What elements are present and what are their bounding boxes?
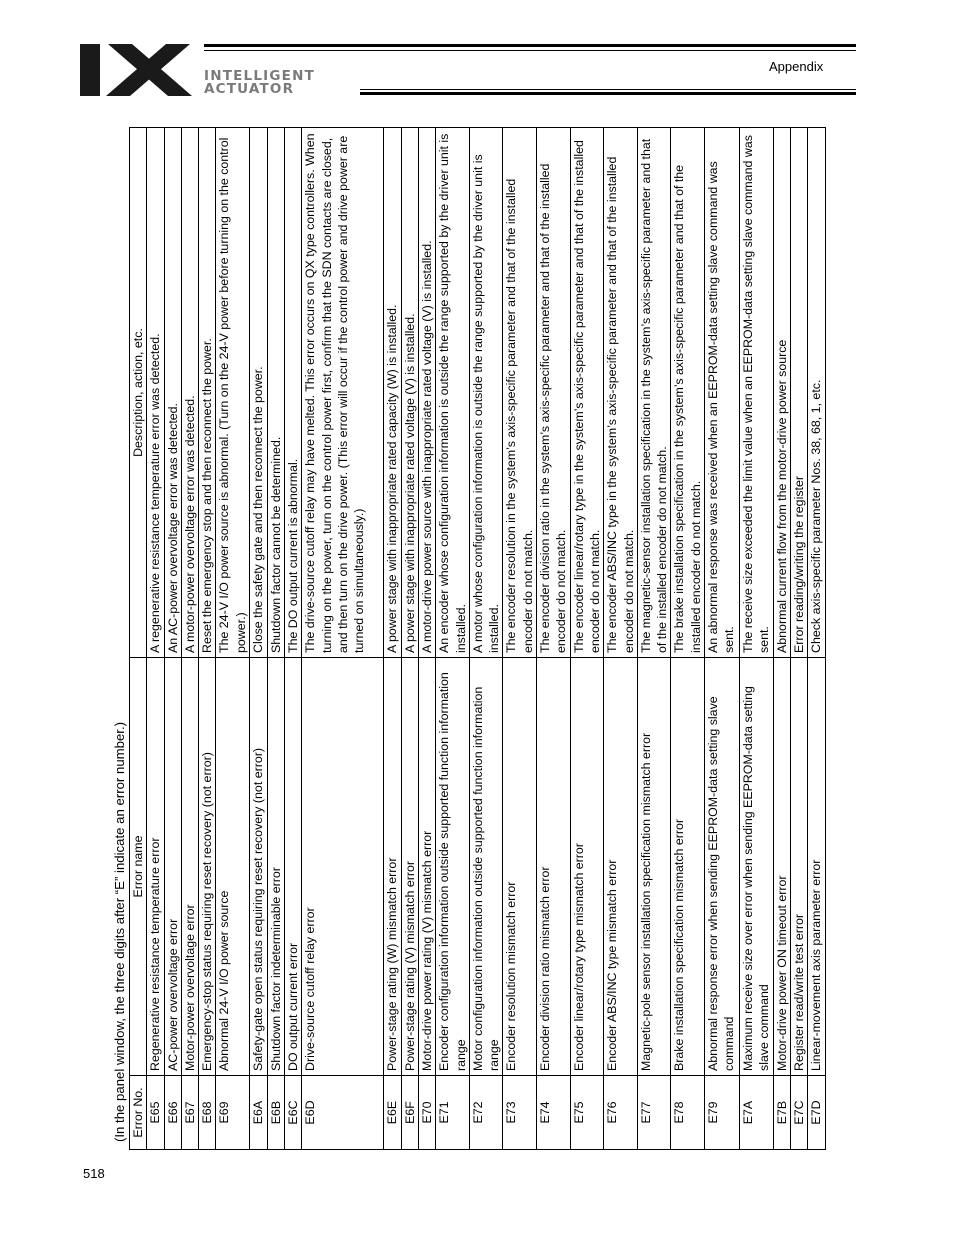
error-number-cell: E7B	[773, 1076, 790, 1150]
error-name-cell: DO output current error	[285, 658, 302, 1076]
header-rule-top-thick	[204, 44, 856, 47]
ix-logo-mark-icon	[80, 44, 192, 96]
description-cell: A regenerative resistance temperature error was detected.	[147, 128, 164, 658]
table-header-row	[130, 128, 147, 1150]
error-number-cell: E79	[705, 1076, 740, 1150]
table-row	[740, 128, 774, 1150]
error-name-cell: Power-stage rating (W) mismatch error	[384, 658, 401, 1076]
table-row	[401, 128, 418, 1150]
column-header-error-name: Error name	[130, 658, 147, 1076]
table-row	[537, 128, 571, 1150]
error-name-cell: Power-stage rating (V) mismatch error	[401, 658, 418, 1076]
page-number: 518	[83, 1166, 105, 1181]
error-name-cell: Drive-source cutoff relay error	[302, 658, 384, 1076]
error-name-cell: Abnormal response error when sending EEPROM-data setting slave command	[705, 658, 740, 1076]
error-number-cell: E75	[570, 1076, 604, 1150]
error-number-cell: E6D	[302, 1076, 384, 1150]
error-name-cell: Emergency-stop status requiring reset recovery (not error)	[199, 658, 216, 1076]
error-name-cell: Register read/write test error	[790, 658, 807, 1076]
error-name-cell: Encoder resolution mismatch error	[503, 658, 537, 1076]
table-row	[164, 128, 181, 1150]
description-cell: Abnormal current flow from the motor-drive power source	[773, 128, 790, 658]
table-row	[199, 128, 216, 1150]
error-name-cell: Encoder linear/rotary type mismatch error	[570, 658, 604, 1076]
error-number-cell: E7D	[808, 1076, 825, 1150]
description-cell: A motor-power overvoltage error was detected.	[181, 128, 198, 658]
table-row	[285, 128, 302, 1150]
table-row	[637, 128, 671, 1150]
error-number-cell: E74	[537, 1076, 571, 1150]
description-cell: An encoder whose configuration information is outside the range supported by the driver unit is installed.	[436, 128, 470, 658]
description-cell: Error reading/writing the register	[790, 128, 807, 658]
table-row	[250, 128, 267, 1150]
error-number-cell: E6B	[267, 1076, 284, 1150]
description-cell: Shutdown factor cannot be determined.	[267, 128, 284, 658]
table-row	[705, 128, 740, 1150]
description-cell: Check axis-specific parameter Nos. 38, 68, 1, etc.	[808, 128, 825, 658]
error-number-cell: E6E	[384, 1076, 401, 1150]
table-row	[181, 128, 198, 1150]
rotated-table-region	[110, 128, 824, 1150]
error-name-cell: Brake installation specification mismatch error	[671, 658, 705, 1076]
table-row	[302, 128, 384, 1150]
table-caption: (In the panel window, the three digits after “E” indicate an error number.)	[112, 721, 127, 1142]
description-cell: The 24-V I/O power source is abnormal. (Turn on the 24-V power before turning on the control power.)	[216, 128, 250, 658]
error-number-cell: E6F	[401, 1076, 418, 1150]
table-row	[469, 128, 503, 1150]
error-number-cell: E67	[181, 1076, 198, 1150]
error-name-cell: Encoder division ratio mismatch error	[537, 658, 571, 1076]
error-name-cell: Maximum receive size over error when sending EEPROM-data setting slave command	[740, 658, 774, 1076]
error-number-cell: E6A	[250, 1076, 267, 1150]
error-name-cell: Abnormal 24-V I/O power source	[216, 658, 250, 1076]
error-name-cell: Magnetic-pole sensor installation specification mismatch error	[637, 658, 671, 1076]
description-cell: The encoder linear/rotary type in the system’s axis-specific parameter and that of the installed encoder do not match.	[570, 128, 604, 658]
error-number-cell: E72	[469, 1076, 503, 1150]
table-row	[808, 128, 825, 1150]
column-header-description: Description, action, etc.	[130, 128, 147, 658]
error-number-cell: E7A	[740, 1076, 774, 1150]
table-row	[503, 128, 537, 1150]
error-name-cell: Encoder ABS/INC type mismatch error	[604, 658, 638, 1076]
header-rule-bottom-thick	[360, 92, 856, 95]
error-name-cell: Safety-gate open status requiring reset recovery (not error)	[250, 658, 267, 1076]
description-cell: A power stage with inappropriate rated voltage (V) is installed.	[401, 128, 418, 658]
error-number-cell: E77	[637, 1076, 671, 1150]
header-rule-top-thin	[204, 50, 856, 51]
column-header-error-no: Error No.	[130, 1076, 147, 1150]
error-number-cell: E78	[671, 1076, 705, 1150]
section-title: Appendix	[769, 59, 824, 74]
table-row	[267, 128, 284, 1150]
error-number-cell: E68	[199, 1076, 216, 1150]
error-number-cell: E65	[147, 1076, 164, 1150]
description-cell: The brake installation specification in the system’s axis-specific parameter and that of the installed encoder do not match.	[671, 128, 705, 658]
description-cell: A power stage with inappropriate rated capacity (W) is installed.	[384, 128, 401, 658]
error-number-cell: E66	[164, 1076, 181, 1150]
table-row	[384, 128, 401, 1150]
table-row	[147, 128, 164, 1150]
table-row	[216, 128, 250, 1150]
description-cell: The encoder ABS/INC type in the system’s axis-specific parameter and that of the installed encoder do not match.	[604, 128, 638, 658]
description-cell: The encoder resolution in the system’s axis-specific parameter and that of the installed encoder do not match.	[503, 128, 537, 658]
error-name-cell: Motor-drive power rating (V) mismatch error	[418, 658, 435, 1076]
description-cell: The receive size exceeded the limit value when an EEPROM-data setting slave command was sent.	[740, 128, 774, 658]
error-name-cell: Regenerative resistance temperature error	[147, 658, 164, 1076]
table-row	[671, 128, 705, 1150]
error-name-cell: Linear-movement axis parameter error	[808, 658, 825, 1076]
header-rule-bottom-thin	[360, 89, 856, 90]
logo-line-2: ACTUATOR	[204, 81, 295, 97]
error-number-cell: E71	[436, 1076, 470, 1150]
error-name-cell: Motor-drive power ON timeout error	[773, 658, 790, 1076]
error-table	[129, 127, 826, 1150]
error-number-cell: E76	[604, 1076, 638, 1150]
description-cell: Reset the emergency stop and then reconnect the power.	[199, 128, 216, 658]
error-number-cell: E7C	[790, 1076, 807, 1150]
description-cell: The magnetic-sensor installation specification in the system’s axis-specific parameter and that of the installed encoder do not match.	[637, 128, 671, 658]
description-cell: An AC-power overvoltage error was detected.	[164, 128, 181, 658]
description-cell: Close the safety gate and then reconnect the power.	[250, 128, 267, 658]
error-name-cell: AC-power overvoltage error	[164, 658, 181, 1076]
description-cell: An abnormal response was received when an EEPROM-data setting slave command was sent.	[705, 128, 740, 658]
description-cell: The drive-source cutoff relay may have melted. This error occurs on QX type controllers. When turning on the power, turn on the control power first, confirm that the SDN contacts are closed, and then turn on the drive power. (This error will occur if the control power and drive power are turned on simultaneously.)	[302, 128, 384, 658]
description-cell: A motor whose configuration information is outside the range supported by the driver unit is installed.	[469, 128, 503, 658]
error-number-cell: E6C	[285, 1076, 302, 1150]
table-row	[790, 128, 807, 1150]
error-name-cell: Shutdown factor indeterminable error	[267, 658, 284, 1076]
table-row	[604, 128, 638, 1150]
logo-wordmark	[204, 70, 315, 96]
error-number-cell: E73	[503, 1076, 537, 1150]
table-row	[436, 128, 470, 1150]
logo-line-1: INTELLIGENT	[204, 68, 315, 84]
description-cell: The DO output current is abnormal.	[285, 128, 302, 658]
error-name-cell: Encoder configuration information outside supported function information range	[436, 658, 470, 1076]
table-row	[418, 128, 435, 1150]
description-cell: A motor-drive power source with inappropriate rated voltage (V) is installed.	[418, 128, 435, 658]
table-row	[570, 128, 604, 1150]
error-name-cell: Motor configuration information outside supported function information range	[469, 658, 503, 1076]
table-row	[773, 128, 790, 1150]
error-number-cell: E69	[216, 1076, 250, 1150]
description-cell: The encoder division ratio in the system’s axis-specific parameter and that of the installed encoder do not match.	[537, 128, 571, 658]
error-name-cell: Motor-power overvoltage error	[181, 658, 198, 1076]
error-number-cell: E70	[418, 1076, 435, 1150]
